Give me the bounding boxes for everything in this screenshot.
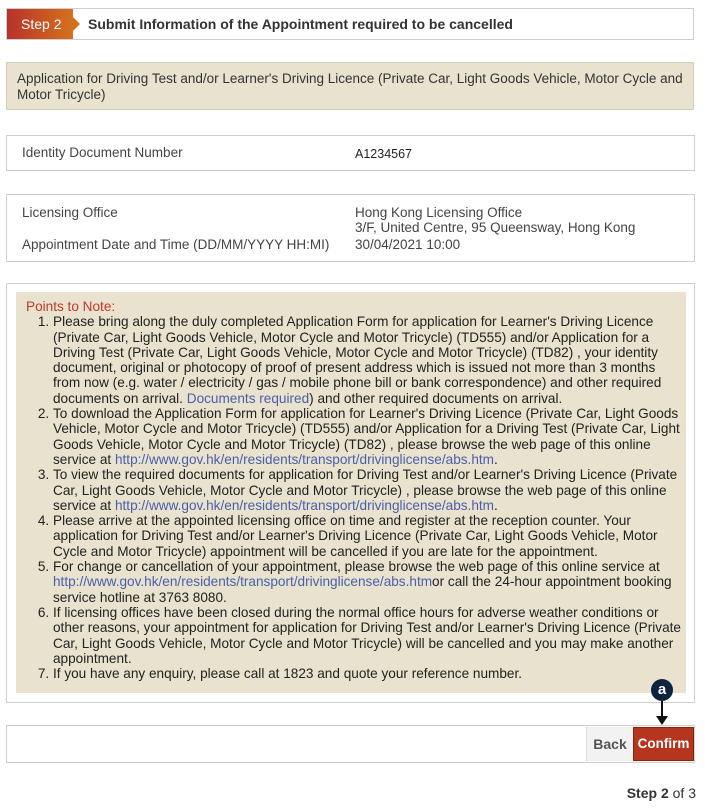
callout-line [661,701,663,717]
note-2-text: To download the Application Form for application for Learner's Driving Licence (Private Car, Light Goods Vehicle, Motor Cycle and Motor Tricycle) (TD555) and/or Application for a Driving Test (Private Car, Light Goods Vehicle, Motor Cycle and Motor Tricycle) (TD82) , please browse the web page of this online service at [53,406,680,467]
note-item-6 [53,605,686,666]
points-to-note [16,292,686,693]
appointment-panel [6,194,695,262]
note-1-text-end: ) and other required documents on arrival. [309,390,563,406]
abs-link-1[interactable]: http://www.gov.hk/en/residents/transport/drivinglicense/abs.htm [114,451,494,467]
note-item-3: 3. To view the required documents for application for Driving Test and/or Learner's Driving Licence (Private Car, Light Goods Vehicle, Motor Cycle and Motor Tricycle) , please browse the web page of this online service at http://www.gov.hk/en/residents/transport/drivinglicense/abs.htm. [53,467,686,513]
page-title: Submit Information of the Appointment required to be cancelled [88,16,513,32]
appointment-datetime-label: Appointment Date and Time (DD/MM/YYYY HH:MI) [22,237,330,252]
step-progress-current: 2 [660,785,669,801]
step-progress [627,785,696,801]
note-item-2: 2. To download the Application Form for application for Learner's Driving Licence (Private Car, Light Goods Vehicle, Motor Cycle and Motor Tricycle) (TD555) and/or Application for a Driving Test (Private Car, Light Goods Vehicle, Motor Cycle and Motor Tricycle) (TD82) , please browse the web page of this online service at http://www.gov.hk/en/residents/transport/drivinglicense/abs.htm. [53,406,686,467]
identity-value: A1234567 [355,147,413,161]
identity-label: Identity Document Number [22,145,183,160]
abs-link-3[interactable]: http://www.gov.hk/en/residents/transport/drivinglicense/abs.htm [53,574,433,590]
note-item-7 [53,666,686,681]
confirm-button[interactable]: Confirm [633,727,694,761]
note-1-text: Please bring along the duly completed Application Form for application for Learner's Driving Licence (Private Car, Light Goods Vehicle, Motor Cycle and Motor Tricycle) (TD555) and/or Application for a Driving Test (Private Car, Light Goods Vehicle, Motor Cycle and Motor Tricycle) (TD82) , your identity document, original or photocopy of proof of present address which is issued not more than 3 months from now (e.g. water / electricity / gas / mobile phone bill or bank correspondence) and other required documents on arrival. [53,314,662,406]
callout-arrow-icon [656,716,668,725]
note-item-1 [53,314,686,406]
notes-list [26,314,686,681]
step-header [6,8,694,40]
step-progress-total: 3 [688,785,696,801]
note-item-4 [53,513,686,559]
note-item-5 [53,559,686,605]
step-progress-word: Step [626,785,658,801]
notes-title: Points to Note: [26,299,116,314]
licensing-office-address: 3/F, United Centre, 95 Queensway, Hong Kong [355,220,636,235]
documents-required-link[interactable]: Documents required [186,390,310,406]
note-6-text: If licensing offices have been closed during the normal office hours for adverse weather conditions or other reasons, your appointment for application for Driving Test and/or Learner's Driving Licence (Private Car, Light Goods Vehicle, Motor Cycle and Motor Tricycle) will be cancelled and you may make another appointment. [53,604,681,666]
note-4-text: Please arrive at the appointed licensing office on time and register at the reception counter. Your application for Driving Test and/or Learner's Driving Licence (Private Car, Light Goods Vehicle, Motor Cycle and Motor Tricycle) appointment will be cancelled if you are late for the appointment. [53,513,658,559]
step-progress-of: of [672,785,685,801]
note-5-text: For change or cancellation of your appointment, please browse the web page of this online service at [53,559,660,575]
licensing-office-name: Hong Kong Licensing Office [355,205,523,220]
licensing-office-label: Licensing Office [22,205,118,220]
back-button[interactable]: Back [586,727,633,761]
note-7-text: If you have any enquiry, please call at 1823 and quote your reference number. [53,666,523,682]
note-3-text: To view the required documents for application for Driving Test and/or Learner's Driving Licence (Private Car, Light Goods Vehicle, Motor Cycle and Motor Tricycle) , please browse the web page of this online service at [53,467,678,513]
abs-link-2[interactable]: http://www.gov.hk/en/residents/transport/drivinglicense/abs.htm [114,497,494,513]
application-type-banner: Application for Driving Test and/or Learner's Driving Licence (Private Car, Light Goods Vehicle, Motor Cycle and Motor Tricycle) [6,62,694,110]
note-5-text-end: or call the 24-hour appointment booking service hotline at 3763 8080. [53,574,672,605]
callout-marker: a [651,679,673,701]
identity-panel [6,135,695,171]
appointment-datetime-value: 30/04/2021 10:00 [355,237,461,252]
step-badge: Step 2 [7,9,73,39]
